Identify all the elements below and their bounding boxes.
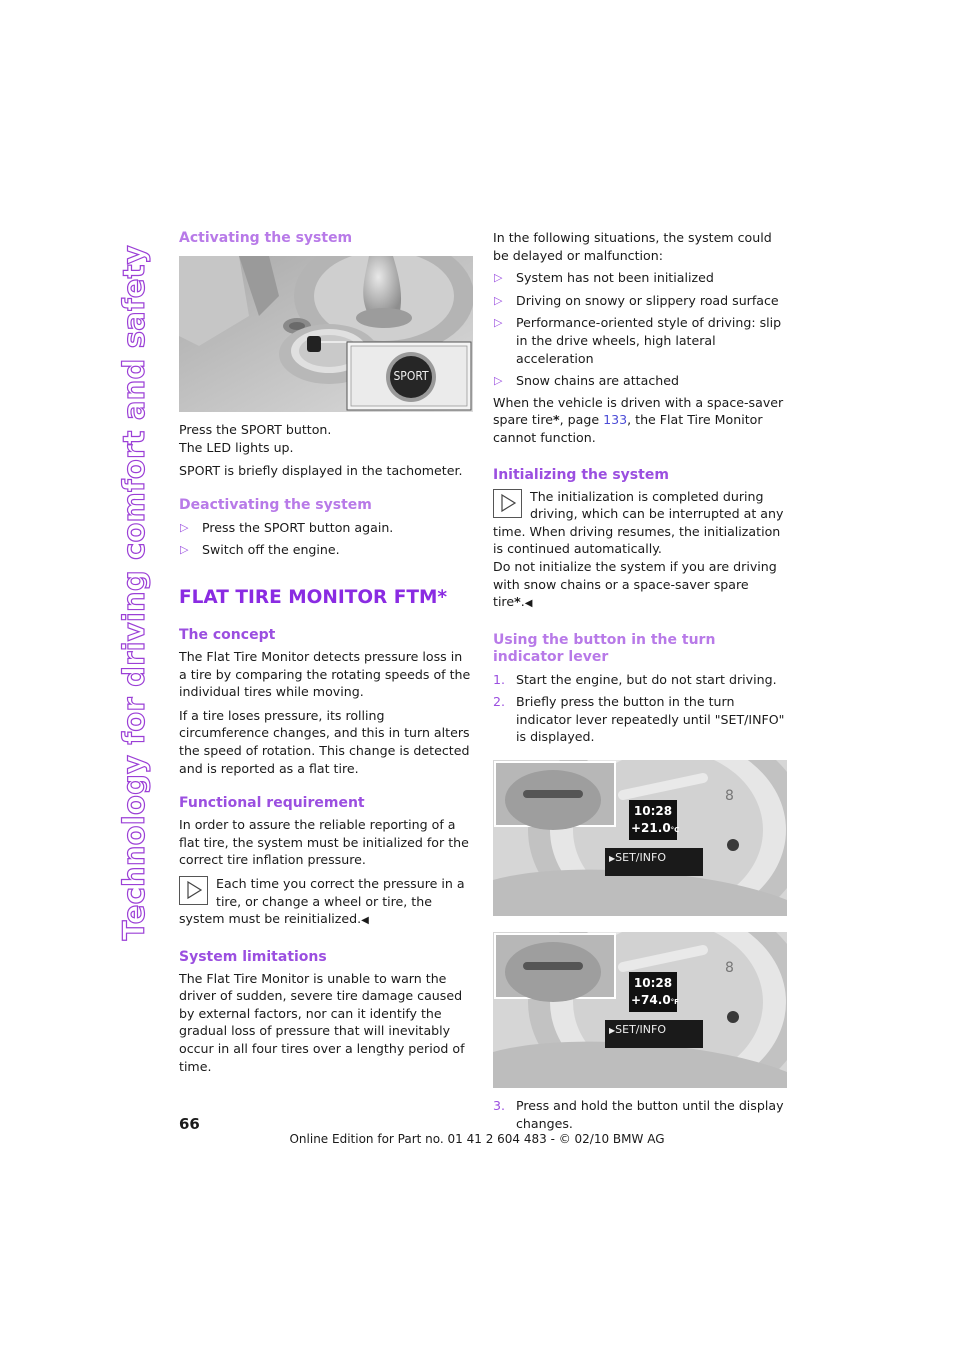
footer-text: Online Edition for Part no. 01 41 2 604 483 - © 02/10 BMW AG [289, 1132, 665, 1146]
temp-unit: °C [670, 826, 680, 835]
display-time-2: 10:28 [633, 976, 673, 991]
spare-page-word: , page [559, 412, 604, 428]
list-item [493, 292, 788, 310]
instrument-cluster-illustration [493, 760, 787, 916]
display-temp-1 [631, 821, 680, 837]
functional-paragraph: In order to assure the reliable reporting of a flat tire, the system must be initialized for the correct tire inflation pressure. [179, 817, 469, 868]
end-mark-icon: ◀ [524, 598, 533, 610]
chapter-title-text: Technology for driving comfort and safety [117, 244, 152, 941]
spare-tire-paragraph [493, 394, 788, 447]
list-item-text: Press the SPORT button again. [202, 519, 394, 535]
list-item-text: System has not been initialized [516, 270, 714, 286]
chapter-side-title [117, 230, 153, 955]
concept-heading: The concept [179, 626, 276, 643]
list-item [493, 372, 788, 390]
step-number: 3. [493, 1098, 506, 1114]
instrument-photo-fahrenheit [493, 932, 787, 1088]
sport-displayed-text: SPORT is briefly displayed in the tachometer. [179, 463, 463, 479]
reinitialize-note [179, 875, 473, 930]
situations-list [493, 269, 788, 390]
led-text: The LED lights up. [179, 439, 294, 455]
temp-value: +74.0 [631, 993, 671, 1008]
option-star: * [553, 412, 560, 428]
triangle-bullet-icon: ▷ [180, 543, 189, 557]
display-time-1: 10:28 [633, 804, 673, 819]
menu-text: SET/INFO [615, 1023, 666, 1037]
situations-intro: In the following situations, the system could be delayed or malfunction: [493, 230, 772, 263]
instrument-cluster-illustration [493, 932, 787, 1088]
svg-text:8: 8 [725, 788, 734, 805]
sport-button-label: SPORT [393, 369, 429, 383]
step-item [493, 693, 788, 746]
deactivating-heading: Deactivating the system [179, 496, 372, 513]
triangle-bullet-icon: ▷ [494, 316, 503, 330]
limitations-paragraph: The Flat Tire Monitor is unable to warn the driver of sudden, severe tire damage caused by external factors, nor can it identify the gradual loss of pressure that will inevitably occur in all four tires over a lengthy period of time. [179, 970, 465, 1074]
list-item-text: Snow chains are attached [516, 373, 679, 389]
menu-text: SET/INFO [615, 851, 666, 865]
list-item [493, 269, 788, 287]
press-sport-text: Press the SPORT button. [179, 422, 332, 437]
step-item [493, 1097, 788, 1132]
init-note-2-text: Do not initialize the system if you are driving with snow chains or a space-saver spare tire [493, 558, 777, 610]
init-note-text: The initialization is completed during driving, which can be interrupted at any time. When driving resumes, the initialization is continued automatically. [493, 488, 784, 557]
triangle-bullet-icon: ▷ [180, 520, 189, 534]
step-text: Press and hold the button until the display changes. [516, 1098, 784, 1131]
init-note [493, 488, 788, 558]
page-133-link[interactable]: 133 [603, 412, 628, 428]
triangle-bullet-icon: ▷ [494, 374, 503, 388]
arrow-right-icon: ▶ [609, 1026, 616, 1036]
end-mark-icon: ◀ [361, 915, 369, 927]
step-number: 2. [493, 694, 506, 710]
list-item-text: Performance-oriented style of driving: slip in the drive wheels, high lateral acceleration [516, 315, 782, 366]
init-heading: Initializing the system [493, 466, 669, 483]
triangle-bullet-icon: ▷ [494, 271, 503, 285]
spare-text-b: , the Flat Tire Monitor cannot function. [493, 412, 763, 445]
option-star: * [514, 594, 521, 610]
page-number: 66 [179, 1115, 200, 1133]
functional-heading: Functional requirement [179, 795, 365, 812]
activating-heading: Activating the system [179, 230, 353, 246]
steps-list-continued [493, 1097, 788, 1132]
list-item [179, 541, 473, 559]
sport-button-photo [179, 256, 473, 412]
list-item-text: Driving on snowy or slippery road surface [516, 292, 779, 308]
instrument-photo-celsius [493, 760, 787, 916]
list-item-text: Switch off the engine. [202, 542, 340, 558]
display-menu-2 [609, 1023, 666, 1038]
limitations-heading: System limitations [179, 948, 327, 965]
display-menu-1 [609, 851, 666, 866]
arrow-right-icon: ▶ [609, 854, 616, 864]
concept-paragraph-1: The Flat Tire Monitor detects pressure loss in a tire by comparing the rotating speeds of the individual tires while moving. [179, 648, 471, 700]
left-column [179, 228, 473, 1075]
steps-list [493, 671, 788, 746]
note-text: Each time you correct the pressure in a tire, or change a wheel or tire, the system must be reinitialized. [179, 875, 465, 927]
temp-unit: °F [670, 998, 679, 1007]
using-button-heading: Using the button in the turn indicator lever [493, 631, 716, 665]
list-item [493, 314, 788, 367]
init-note-2: Do not initialize the system if you are driving with snow chains or a space-saver spare tire*.◀ [493, 558, 777, 610]
step-item [493, 671, 788, 689]
note-triangle-icon [179, 876, 208, 905]
deactivating-list [179, 519, 473, 559]
step-number: 1. [493, 671, 506, 687]
spare-text-a: When the vehicle is driven with a space-saver spare tire [493, 394, 784, 428]
temp-value: +21.0 [631, 821, 671, 836]
triangle-bullet-icon: ▷ [494, 293, 503, 307]
note-triangle-icon [493, 489, 522, 518]
svg-text:8: 8 [725, 960, 734, 977]
ftm-heading: FLAT TIRE MONITOR FTM* [179, 586, 448, 608]
display-temp-2 [631, 993, 677, 1009]
step-text: Briefly press the button in the turn indicator lever repeatedly until "SET/INFO" is displayed. [516, 694, 785, 745]
console-illustration [179, 256, 473, 412]
step-text: Start the engine, but do not start driving. [516, 671, 777, 687]
right-column [493, 228, 788, 1132]
list-item [179, 519, 473, 537]
concept-paragraph-2: If a tire loses pressure, its rolling circumference changes, and this in turn alters the speed of rotation. This change is detected and is reported as a flat tire. [179, 707, 470, 776]
